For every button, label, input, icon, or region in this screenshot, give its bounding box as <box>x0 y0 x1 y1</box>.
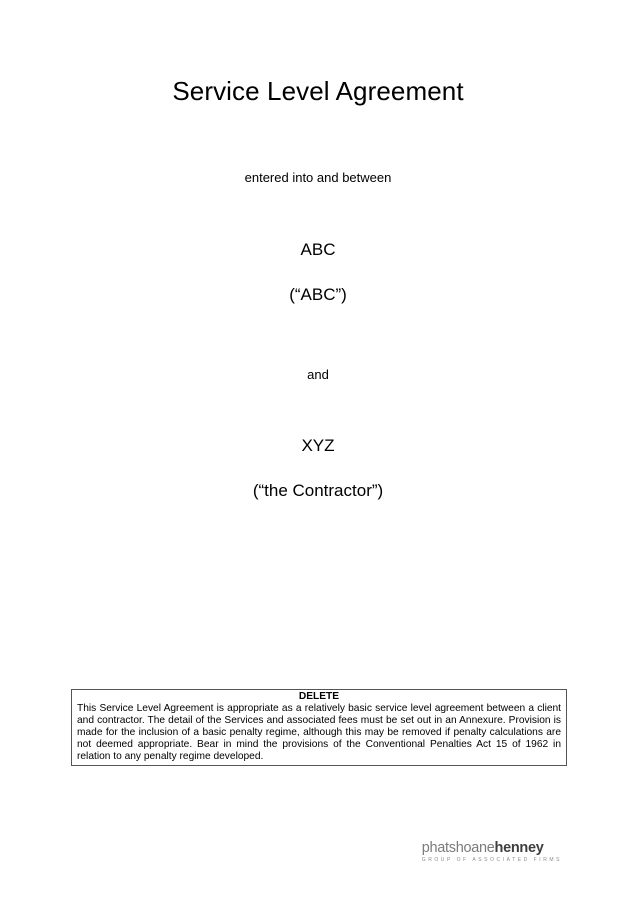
conjunction-text: and <box>307 367 329 382</box>
company-logo <box>422 841 562 864</box>
party1-alias: (“ABC”) <box>289 285 347 304</box>
party2-name: XYZ <box>301 436 335 455</box>
party2-alias: (“the Contractor”) <box>252 481 384 500</box>
document-title: Service Level Agreement <box>172 76 464 106</box>
document-subtitle: entered into and between <box>244 170 392 185</box>
party1-name: ABC <box>300 240 336 259</box>
delete-note-body: This Service Level Agreement is appropriate as a relatively basic service level agreement between a client and contractor. The detail of the Services and associated fees must be set out in an Annexure. Provision is made for the inclusion of a basic penalty regime, although this may be removed if penalty calculations are not deemed appropriate. Bear in mind the provisions of the Conventional Penalties Act 15 of 1962 in relation to any penalty regime developed. <box>77 703 561 762</box>
delete-note-heading: DELETE <box>298 691 340 702</box>
logo-tagline: GROUP OF ASSOCIATED FIRMS <box>421 857 562 863</box>
logo-name-bold: henney <box>494 840 544 856</box>
delete-note-box <box>71 689 567 766</box>
logo-wordmark <box>422 841 562 856</box>
logo-name-light: phatshoane <box>421 840 495 856</box>
